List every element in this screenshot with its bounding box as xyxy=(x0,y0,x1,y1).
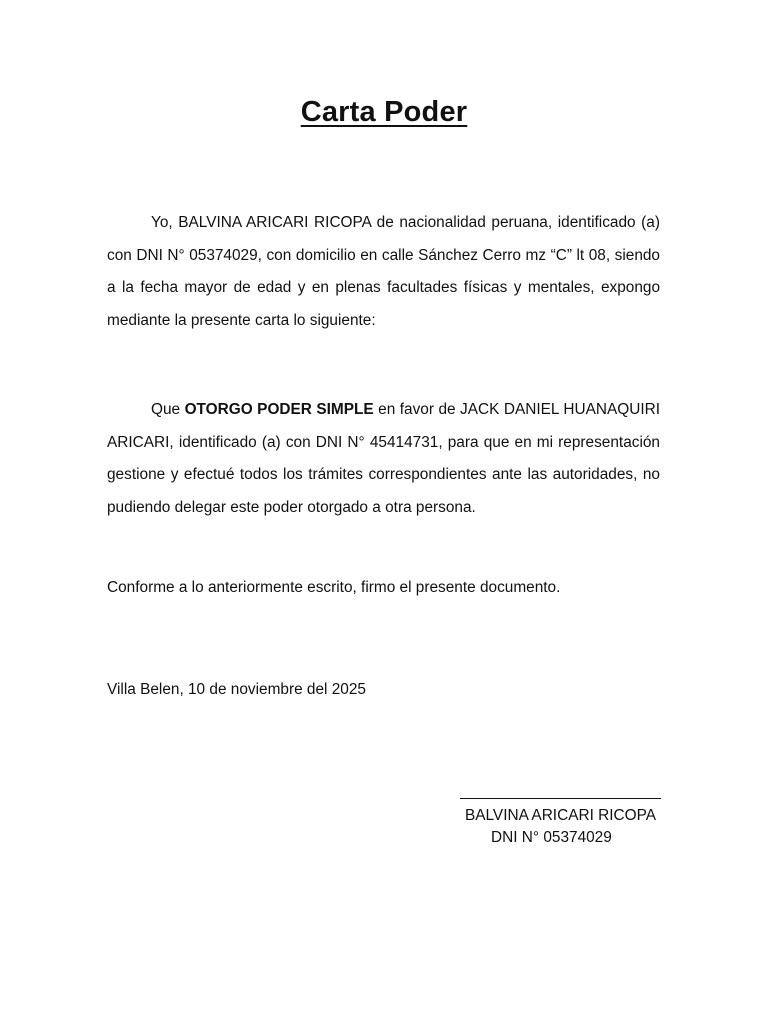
signatory-name: BALVINA ARICARI RICOPA xyxy=(464,807,656,824)
place-date: Villa Belen, 10 de noviembre del 2025 xyxy=(107,681,366,698)
document-title: Carta Poder xyxy=(300,96,468,128)
paragraph-declaration: Yo, BALVINA ARICARI RICOPA de nacionalidad peruana, identificado (a) con DNI N° 05374029, con domicilio en calle Sánchez Cerro mz “C” lt 08, siendo a la fecha mayor de edad y en plenas facultades físicas y mentales, expongo mediante la presente carta lo siguiente: xyxy=(107,214,660,329)
paragraph-closing: Conforme a lo anteriormente escrito, firmo el presente documento. xyxy=(107,579,561,596)
grant-prefix: Que xyxy=(151,401,185,418)
grant-bold-text: OTORGO PODER SIMPLE xyxy=(184,401,374,418)
signature-line xyxy=(460,798,661,799)
signatory-dni: DNI N° 05374029 xyxy=(491,829,612,846)
grant-suffix: en favor de JACK DANIEL HUANAQUIRI ARICARI, identificado (a) con DNI N° 45414731, para que en mi representación gestione y efectué todos los trámites correspondientes ante las autoridades, no pudiendo delegar este poder otorgado a otra persona. xyxy=(107,401,660,516)
paragraph-grant xyxy=(107,394,660,524)
